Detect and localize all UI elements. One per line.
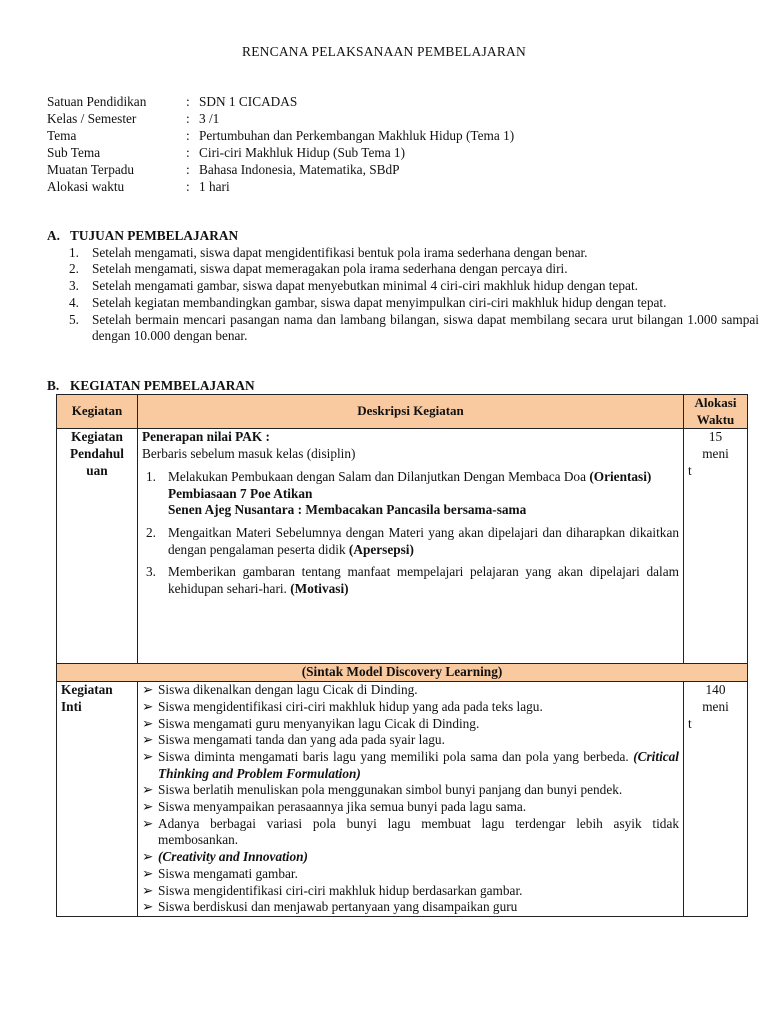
- bullet-text: Siswa mengidentifikasi ciri-ciri makhluk hidup berdasarkan gambar.: [158, 882, 523, 898]
- identity-colon: :: [186, 94, 190, 109]
- step-tag: (Motivasi): [290, 581, 349, 597]
- bullet-body: [158, 699, 679, 716]
- goal-text: Setelah bermain mencari pasangan nama dan lambang bilangan, siswa dapat membilang secara urut bilangan 1.000 sampai dengan 10.000 dengan benar.: [92, 311, 759, 344]
- arrow-bullet-icon: ➢: [142, 698, 154, 714]
- time-unit: meni: [702, 698, 729, 714]
- identity-value: Pertumbuhan dan Perkembangan Makhluk Hidup (Tema 1): [199, 128, 515, 143]
- step-text: Memberikan gambaran tentang manfaat mempelajari pelajaran yang akan dipelajari dalam kehidupan sehari-hari.: [168, 564, 679, 597]
- identity-colon: :: [186, 179, 190, 194]
- bullet-body: [158, 749, 679, 782]
- goal-text: Setelah mengamati, siswa dapat mengidentifikasi bentuk pola irama sederhana dengan benar.: [92, 244, 588, 260]
- goal-item: [69, 278, 759, 295]
- identity-label: Satuan Pendidikan: [47, 94, 147, 109]
- arrow-bullet-icon: ➢: [142, 882, 154, 898]
- step-extra: Pembiasaan 7 Poe Atikan: [168, 485, 313, 501]
- inti-bullet: [142, 866, 679, 883]
- pak-text: Berbaris sebelum masuk kelas (disiplin): [142, 446, 356, 462]
- arrow-bullet-icon: ➢: [142, 865, 154, 881]
- bullet-text: Siswa mengidentifikasi ciri-ciri makhluk hidup yang ada pada teks lagu.: [158, 698, 543, 714]
- time-value: 140: [705, 682, 726, 698]
- header-deskripsi: Deskripsi Kegiatan: [138, 395, 684, 429]
- identity-row: [47, 162, 514, 179]
- bullet-body: [158, 732, 679, 749]
- arrow-bullet-icon: ➢: [142, 815, 154, 831]
- time-pendahuluan: [684, 429, 748, 664]
- bullet-text: Siswa dikenalkan dengan lagu Cicak di Dinding.: [158, 682, 418, 698]
- inti-bullet: [142, 883, 679, 900]
- section-kegiatan: [47, 378, 759, 395]
- goal-number: 5.: [69, 311, 79, 327]
- section-tujuan: [47, 228, 759, 345]
- identity-colon: :: [186, 111, 190, 126]
- identity-row: [47, 145, 514, 162]
- bullet-text: Siswa mengamati gambar.: [158, 865, 298, 881]
- arrow-bullet-icon: ➢: [142, 748, 154, 764]
- identity-row: [47, 128, 514, 145]
- step-number: 3.: [146, 564, 156, 580]
- desc-pendahuluan: [138, 429, 684, 664]
- bullet-body: [158, 782, 679, 799]
- goal-text: Setelah mengamati, siswa dapat memeragakan pola irama sederhana dengan percaya diri.: [92, 261, 568, 277]
- identity-row: [47, 94, 514, 111]
- step-body: [168, 525, 679, 558]
- goal-item: [69, 245, 759, 262]
- identity-value: Ciri-ciri Makhluk Hidup (Sub Tema 1): [199, 145, 406, 160]
- goal-number: 2.: [69, 261, 79, 277]
- identity-label: Sub Tema: [47, 145, 101, 160]
- goal-item: [69, 295, 759, 312]
- step-body: [168, 469, 679, 519]
- document-title: RENCANA PELAKSANAAN PEMBELAJARAN: [242, 44, 526, 59]
- identity-value: 3 /1: [199, 111, 220, 126]
- sintak-band: (Sintak Model Discovery Learning): [57, 664, 748, 682]
- row-inti: [57, 682, 748, 917]
- inti-bullet: [142, 899, 679, 916]
- bullet-body: [158, 799, 679, 816]
- time-tail: t: [688, 462, 692, 478]
- row-sintak: [57, 664, 748, 682]
- bullet-text: Siswa berlatih menuliskan pola menggunakan simbol bunyi panjang dan bunyi pendek.: [158, 782, 623, 798]
- stage-pendahuluan: Kegiatan Pendahul uan: [57, 429, 138, 664]
- identity-value: Bahasa Indonesia, Matematika, SBdP: [199, 162, 400, 177]
- inti-bullet: [142, 799, 679, 816]
- arrow-bullet-icon: ➢: [142, 715, 154, 731]
- goals-list: [47, 245, 759, 345]
- identity-label: Muatan Terpadu: [47, 162, 135, 177]
- arrow-bullet-icon: ➢: [142, 799, 154, 815]
- identity-row: [47, 111, 514, 128]
- time-value: 15: [708, 429, 723, 445]
- desc-inti: [138, 682, 684, 917]
- bullet-body: [158, 682, 679, 699]
- goal-item: [69, 261, 759, 278]
- identity-row: [47, 179, 514, 196]
- pak-label: Penerapan nilai PAK :: [142, 429, 270, 445]
- arrow-bullet-icon: ➢: [142, 682, 154, 698]
- bullet-emphasis: (Critical Thinking and Problem Formulation): [158, 748, 680, 781]
- inti-bullet: [142, 849, 679, 866]
- inti-bullet: [142, 682, 679, 699]
- identity-value: SDN 1 CICADAS: [199, 94, 298, 109]
- stage-inti: Kegiatan Inti: [57, 682, 138, 917]
- intro-step: [142, 469, 679, 519]
- bullet-text: Siswa mengamati guru menyanyikan lagu Cicak di Dinding.: [158, 715, 480, 731]
- step-tag: (Orientasi): [589, 468, 652, 484]
- step-number: 1.: [146, 468, 156, 484]
- inti-bullet: [142, 716, 679, 733]
- bullet-body: [158, 816, 679, 849]
- bullet-text: Siswa menyampaikan perasaannya jika semua bunyi pada lagu sama.: [158, 799, 527, 815]
- goal-number: 4.: [69, 294, 79, 310]
- arrow-bullet-icon: ➢: [142, 782, 154, 798]
- bullet-emphasis: (Creativity and Innovation): [158, 849, 308, 865]
- row-pendahuluan: [57, 429, 748, 664]
- goal-number: 3.: [69, 278, 79, 294]
- bullet-body: [158, 849, 679, 866]
- intro-steps: [142, 469, 679, 598]
- identity-label: Tema: [47, 128, 77, 143]
- bullet-text: Siswa berdiskusi dan menjawab pertanyaan yang disampaikan guru: [158, 899, 518, 915]
- identity-colon: :: [186, 162, 190, 177]
- activity-table: [56, 394, 748, 917]
- inti-bullet: [142, 749, 679, 782]
- step-text: Melakukan Pembukaan dengan Salam dan Dilanjutkan Dengan Membaca Doa: [168, 468, 586, 484]
- section-a-heading: A. TUJUAN PEMBELAJARAN: [47, 228, 239, 243]
- identity-value: 1 hari: [199, 179, 230, 194]
- inti-bullet: [142, 782, 679, 799]
- inti-bullet: [142, 732, 679, 749]
- time-inti: [684, 682, 748, 917]
- identity-colon: :: [186, 128, 190, 143]
- table-header-row: [57, 395, 748, 429]
- goal-text: Setelah mengamati gambar, siswa dapat menyebutkan minimal 4 ciri-ciri makhluk hidup dengan tepat.: [92, 278, 638, 294]
- time-tail: t: [688, 715, 692, 731]
- bullet-body: [158, 899, 679, 916]
- bullet-body: [158, 866, 679, 883]
- bullet-text: Siswa mengamati tanda dan yang ada pada syair lagu.: [158, 732, 445, 748]
- arrow-bullet-icon: ➢: [142, 899, 154, 915]
- goal-number: 1.: [69, 244, 79, 260]
- identity-label: Kelas / Semester: [47, 111, 137, 126]
- intro-step: [142, 564, 679, 597]
- bullet-body: [158, 883, 679, 900]
- step-number: 2.: [146, 524, 156, 540]
- step-tag: (Apersepsi): [348, 541, 414, 557]
- inti-bullet: [142, 699, 679, 716]
- header-kegiatan: Kegiatan: [57, 395, 138, 429]
- arrow-bullet-icon: ➢: [142, 732, 154, 748]
- step-extra: Senen Ajeg Nusantara : Membacakan Pancasila bersama-sama: [168, 502, 527, 518]
- identity-colon: :: [186, 145, 190, 160]
- section-b-heading: B. KEGIATAN PEMBELAJARAN: [47, 378, 255, 393]
- identity-label: Alokasi waktu: [47, 179, 125, 194]
- inti-bullet: [142, 816, 679, 849]
- arrow-bullet-icon: ➢: [142, 849, 154, 865]
- bullet-body: [158, 716, 679, 733]
- identity-block: [47, 94, 514, 196]
- step-body: [168, 564, 679, 597]
- inti-bullets: [142, 682, 679, 916]
- bullet-text: Siswa diminta mengamati baris lagu yang memiliki pola sama dan pola yang berbeda.: [158, 748, 629, 764]
- step-text: Mengaitkan Materi Sebelumnya dengan Materi yang akan dipelajari dan diharapkan dikaitkan dengan pengalaman peserta didik: [168, 524, 679, 557]
- bullet-text: Adanya berbagai variasi pola bunyi lagu membuat lagu terdengar lebih asyik tidak membosankan.: [158, 815, 679, 848]
- time-unit: meni: [702, 446, 729, 462]
- intro-step: [142, 525, 679, 558]
- header-alokasi: Alokasi Waktu: [684, 395, 748, 429]
- goal-text: Setelah kegiatan membandingkan gambar, siswa dapat menyimpulkan ciri-ciri makhluk hidup dengan tepat.: [92, 294, 667, 310]
- goal-item: [69, 312, 759, 345]
